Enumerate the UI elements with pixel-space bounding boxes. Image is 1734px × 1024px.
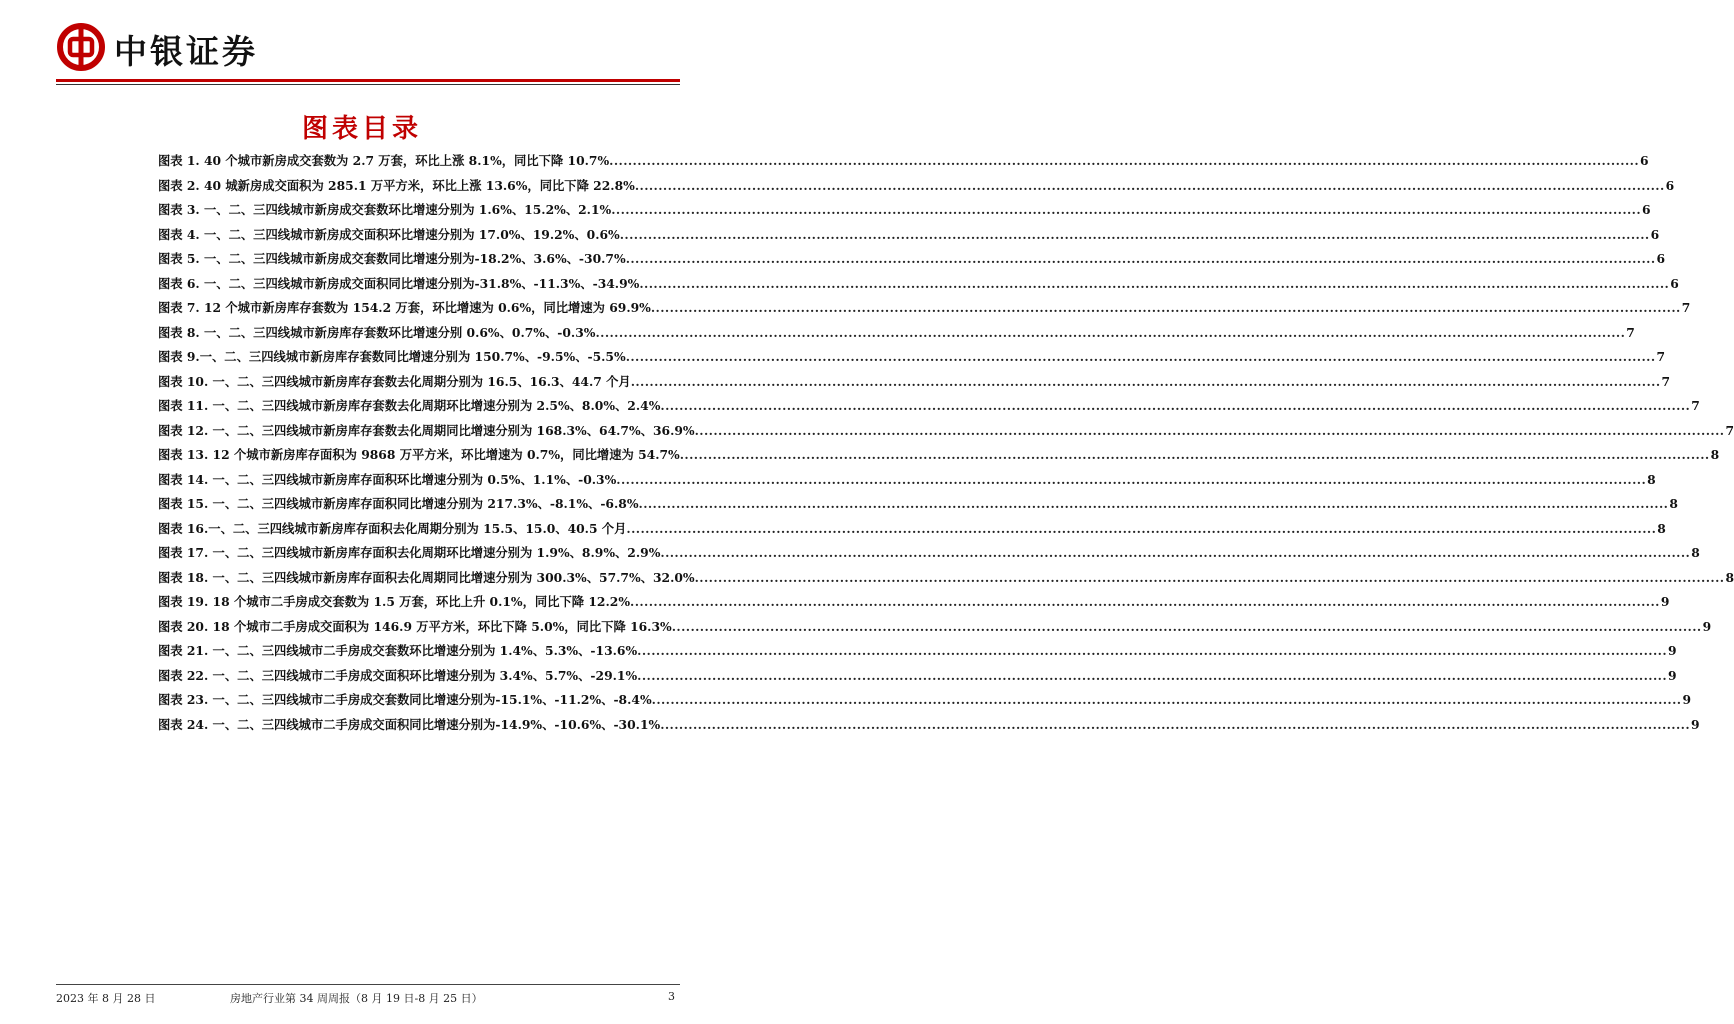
toc-page-number: 8 [1725, 569, 1734, 585]
toc-entry-label: 图表 14. 一、二、三四线城市新房库存面积环比增速分别为 0.5%、1.1%、-0.3% [158, 471, 617, 487]
toc-page-number: 7 [1681, 300, 1691, 315]
toc-entry-label: 图表 24. 一、二、三四线城市二手房成交面积同比增速分别为-14.9%、-10.6%、-30.1% [158, 716, 661, 732]
toc-leader-dots: ............................................................................................................................................................................................................................ [637, 643, 1667, 658]
toc-entry-label: 图表 13. 12 个城市新房库存面积为 9868 万平方米，环比增速为 0.7%，同比增速为 54.7% [158, 447, 680, 462]
header-rule-black [56, 84, 680, 85]
footer-rule [56, 984, 680, 985]
toc-entry-label: 图表 2. 40 城新房成交面积为 285.1 万平方米，环比上涨 13.6%，同比下降 22.8% [158, 177, 635, 193]
toc-entry-label: 图表 4. 一、二、三四线城市新房成交面积环比增速分别为 17.0%、19.2%、0.6% [158, 226, 620, 242]
toc-page-number: 6 [1665, 177, 1675, 193]
toc-entry[interactable] [158, 495, 1678, 514]
toc-entry[interactable] [158, 250, 1666, 269]
toc-leader-dots: ............................................................................................................................................................................................................................ [650, 300, 1681, 315]
toc-entry-line [158, 716, 1700, 735]
toc-page-number: 7 [1725, 422, 1734, 438]
toc-entry[interactable] [158, 569, 1734, 588]
toc-entry-line [158, 642, 1677, 661]
toc-leader-dots: ............................................................................................................................................................................................................................ [630, 594, 1660, 609]
toc-page-number: 8 [1691, 545, 1700, 560]
toc-entry[interactable] [158, 446, 1720, 465]
toc-leader-dots: ............................................................................................................................................................................................................................ [639, 275, 1670, 291]
toc-entry-label: 图表 22. 一、二、三四线城市二手房成交面积环比增速分别为 3.4%、5.7%、-29.1% [158, 667, 638, 683]
toc-page-number: 6 [1670, 275, 1679, 291]
toc-entry-line [158, 520, 1666, 539]
toc-entry[interactable] [158, 667, 1677, 686]
toc-entry-line [158, 667, 1677, 686]
toc-entry-line [158, 299, 1691, 318]
toc-entry[interactable] [158, 618, 1712, 637]
toc-entry[interactable] [158, 348, 1666, 367]
toc-page-number: 8 [1669, 496, 1678, 511]
toc-entry-line [158, 348, 1666, 367]
toc-leader-dots: ............................................................................................................................................................................................................................ [660, 398, 1691, 413]
toc-page-number: 6 [1656, 251, 1666, 266]
footer-page-number: 3 [668, 990, 675, 1003]
toc-page-number: 9 [1702, 618, 1712, 634]
toc-entry[interactable] [158, 152, 1649, 171]
toc-entry-line [158, 569, 1734, 588]
toc-entry-line [158, 422, 1734, 441]
toc-entry-line [158, 446, 1720, 465]
toc-entry-line [158, 373, 1671, 392]
toc-page-number: 8 [1657, 520, 1666, 536]
page-title: 图表目录 [301, 114, 422, 144]
toc-entry[interactable] [158, 177, 1675, 196]
toc-entry-label: 图表 20. 18 个城市二手房成交面积为 146.9 万平方米，环比下降 5.0%，同比下降 16.3% [158, 618, 672, 634]
toc-page-number: 6 [1650, 226, 1660, 242]
toc-entry-label: 图表 19. 18 个城市二手房成交套数为 1.5 万套，环比上升 0.1%，同比下降 12.2% [158, 594, 631, 609]
toc-entry[interactable] [158, 201, 1651, 220]
toc-page-number: 6 [1640, 153, 1649, 168]
toc-entry-line [158, 250, 1666, 269]
toc-entry[interactable] [158, 299, 1691, 318]
toc-page-number: 9 [1668, 667, 1677, 683]
toc-entry-line [158, 495, 1678, 514]
toc-leader-dots: ............................................................................................................................................................................................................................ [611, 202, 1642, 217]
toc-leader-dots: ............................................................................................................................................................................................................................ [595, 324, 1626, 340]
toc-entry-label: 图表 18. 一、二、三四线城市新房库存面积去化周期同比增速分别为 300.3%、57.7%、32.0% [158, 569, 695, 585]
footer-date: 2023 年 8 月 28 日 [56, 992, 156, 1005]
toc-entry-label: 图表 5. 一、二、三四线城市新房成交套数同比增速分别为-18.2%、3.6%、-30.7% [158, 251, 626, 266]
toc-entry-line [158, 226, 1660, 245]
toc-page-number: 9 [1682, 692, 1692, 707]
toc-leader-dots: ............................................................................................................................................................................................................................ [630, 373, 1661, 389]
toc-entry-label: 图表 8. 一、二、三四线城市新房库存套数环比增速分别 0.6%、0.7%、-0.3% [158, 324, 596, 340]
toc-entry-label: 图表 16.一、二、三四线城市新房库存面积去化周期分别为 15.5、15.0、40.5 个月 [158, 520, 627, 536]
toc-entry[interactable] [158, 593, 1670, 612]
toc-entry-label: 图表 17. 一、二、三四线城市新房库存面积去化周期环比增速分别为 1.9%、8.9%、2.9% [158, 545, 661, 560]
toc-entry[interactable] [158, 520, 1666, 539]
toc-entry-line [158, 471, 1656, 490]
toc-leader-dots: ............................................................................................................................................................................................................................ [694, 569, 1725, 585]
toc-entry-label: 图表 23. 一、二、三四线城市二手房成交套数同比增速分别为-15.1%、-11.2%、-8.4% [158, 692, 652, 707]
toc-entry-line [158, 152, 1649, 171]
toc-entry-label: 图表 9.一、二、三四线城市新房库存套数同比增速分别为 150.7%、-9.5%、-5.5% [158, 349, 626, 364]
toc-entry-line [158, 177, 1675, 196]
toc-page-number: 8 [1710, 447, 1720, 462]
toc-leader-dots: ............................................................................................................................................................................................................................ [609, 153, 1639, 168]
toc-leader-dots: ............................................................................................................................................................................................................................ [625, 349, 1656, 364]
toc-leader-dots: ............................................................................................................................................................................................................................ [651, 692, 1682, 707]
toc-entry[interactable] [158, 226, 1660, 245]
figure-list [158, 152, 1734, 740]
bank-of-china-logo-icon [56, 22, 106, 72]
toc-entry[interactable] [158, 397, 1700, 416]
toc-entry-label: 图表 15. 一、二、三四线城市新房库存面积同比增速分别为 217.3%、-8.1%、-6.8% [158, 496, 639, 511]
toc-page-number: 7 [1691, 398, 1700, 413]
toc-page-number: 7 [1661, 373, 1671, 389]
toc-page-number: 7 [1626, 324, 1635, 340]
toc-page-number: 9 [1660, 594, 1670, 609]
toc-leader-dots: ............................................................................................................................................................................................................................ [694, 422, 1725, 438]
toc-leader-dots: ............................................................................................................................................................................................................................ [671, 618, 1702, 634]
toc-leader-dots: ............................................................................................................................................................................................................................ [634, 177, 1665, 193]
toc-entry-label: 图表 6. 一、二、三四线城市新房成交面积同比增速分别为-31.8%、-11.3%、-34.9% [158, 275, 640, 291]
toc-entry-label: 图表 12. 一、二、三四线城市新房库存套数去化周期同比增速分别为 168.3%、64.7%、36.9% [158, 422, 695, 438]
toc-entry[interactable] [158, 275, 1679, 294]
toc-entry-line [158, 397, 1700, 416]
toc-page-number: 7 [1656, 349, 1666, 364]
toc-leader-dots: ............................................................................................................................................................................................................................ [626, 520, 1657, 536]
toc-page-number: 8 [1647, 471, 1656, 487]
toc-leader-dots: ............................................................................................................................................................................................................................ [660, 716, 1691, 732]
toc-entry[interactable] [158, 642, 1677, 661]
brand-name: 中银证券 [114, 32, 258, 71]
toc-entry[interactable] [158, 373, 1671, 392]
toc-entry-line [158, 618, 1712, 637]
toc-page-number: 6 [1642, 202, 1651, 217]
toc-entry-label: 图表 1. 40 个城市新房成交套数为 2.7 万套，环比上涨 8.1%，同比下降 10.7% [158, 153, 610, 168]
toc-entry-label: 图表 21. 一、二、三四线城市二手房成交套数环比增速分别为 1.4%、5.3%、-13.6% [158, 643, 638, 658]
header-rule-red [56, 79, 680, 82]
toc-entry[interactable] [158, 471, 1656, 490]
toc-leader-dots: ............................................................................................................................................................................................................................ [625, 251, 1656, 266]
toc-leader-dots: ............................................................................................................................................................................................................................ [637, 667, 1667, 683]
toc-entry[interactable] [158, 544, 1700, 563]
toc-entry[interactable] [158, 716, 1700, 735]
toc-leader-dots: ............................................................................................................................................................................................................................ [616, 471, 1647, 487]
toc-entry-line [158, 691, 1692, 710]
toc-leader-dots: ............................................................................................................................................................................................................................ [660, 545, 1691, 560]
toc-entry[interactable] [158, 422, 1734, 441]
report-header [56, 22, 676, 72]
toc-entry-line [158, 324, 1635, 343]
toc-entry-label: 图表 11. 一、二、三四线城市新房库存套数去化周期环比增速分别为 2.5%、8.0%、2.4% [158, 398, 661, 413]
toc-page-number: 9 [1668, 643, 1677, 658]
toc-entry[interactable] [158, 691, 1692, 710]
toc-entry-label: 图表 3. 一、二、三四线城市新房成交套数环比增速分别为 1.6%、15.2%、2.1% [158, 202, 612, 217]
toc-leader-dots: ............................................................................................................................................................................................................................ [619, 226, 1650, 242]
toc-entry-label: 图表 10. 一、二、三四线城市新房库存套数去化周期分别为 16.5、16.3、44.7 个月 [158, 373, 631, 389]
toc-leader-dots: ............................................................................................................................................................................................................................ [679, 447, 1710, 462]
toc-page-number: 9 [1691, 716, 1700, 732]
footer-report-title: 房地产行业第 34 周周报（8 月 19 日-8 月 25 日） [230, 992, 483, 1005]
toc-entry-label: 图表 7. 12 个城市新房库存套数为 154.2 万套，环比增速为 0.6%，同比增速为 69.9% [158, 300, 651, 315]
toc-leader-dots: ............................................................................................................................................................................................................................ [638, 496, 1669, 511]
toc-entry-line [158, 275, 1679, 294]
toc-entry-line [158, 593, 1670, 612]
toc-entry-line [158, 544, 1700, 563]
toc-entry-line [158, 201, 1651, 220]
toc-entry[interactable] [158, 324, 1635, 343]
